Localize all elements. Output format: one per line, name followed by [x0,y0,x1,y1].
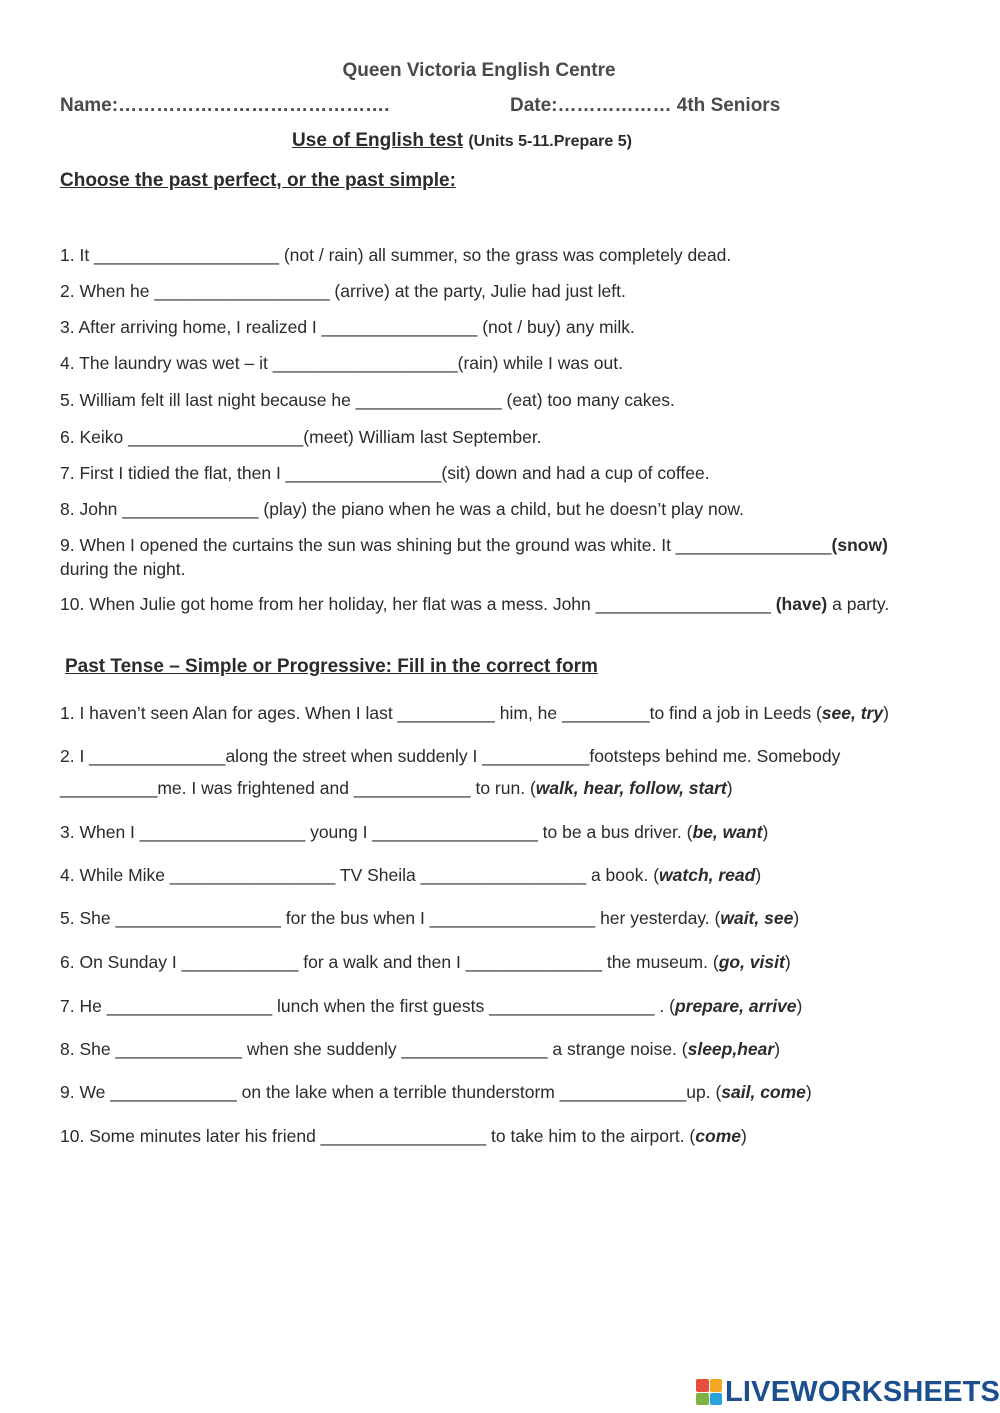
s2-item-7-verbs: prepare, arrive [674,996,797,1016]
s2-item-7-end: ) [796,996,803,1016]
s2-item-8-end: ) [774,1039,781,1059]
s2-item-6-text: 6. On Sunday I ____________ for a walk and then I ______________ the museum. ( [60,952,719,972]
s1-item-8: 8. John ______________ (play) the piano when he was a child, but he doesn’t play now. [60,499,744,519]
s2-item-2-cont [60,778,733,799]
s2-item-8-text: 8. She _____________ when she suddenly _______________ a strange noise. ( [60,1039,688,1059]
test-title [0,130,924,152]
s1-item-9-verb: (snow) [831,535,888,555]
s1-item-2: 2. When he __________________ (arrive) at the party, Julie had just left. [60,281,626,301]
s2-item-9 [60,1082,812,1103]
s1-item-3: 3. After arriving home, I realized I ________________ (not / buy) any milk. [60,317,635,337]
s1-item-7: 7. First I tidied the flat, then I ________________(sit) down and had a cup of coffee. [60,463,710,483]
s2-item-5 [60,908,799,929]
s2-item-1 [60,703,889,724]
s1-item-5: 5. William felt ill last night because he _______________ (eat) too many cakes. [60,390,675,410]
s2-item-6 [60,952,791,973]
s2-item-4-verbs: watch, read [659,865,756,885]
s1-item-9-text: 9. When I opened the curtains the sun was shining but the ground was white. It ________________ [60,535,832,555]
s2-item-1-verbs: see, try [821,703,884,723]
s2-item-5-end: ) [793,908,800,928]
s1-item-1: 1. It ___________________ (not / rain) all summer, so the grass was completely dead. [60,245,732,265]
s2-item-6-end: ) [784,952,791,972]
s2-item-8-verbs: sleep,hear [687,1039,775,1059]
badge-tile-orange [710,1379,723,1392]
s2-item-7 [60,996,802,1017]
s2-item-5-text: 5. She _________________ for the bus when I _________________ her yesterday. ( [60,908,721,928]
school-name: Queen Victoria English Centre [342,60,616,81]
s2-item-2-cont-text: __________me. I was frightened and ____________ to run. ( [60,778,536,798]
badge-tile-blue [710,1393,723,1406]
s2-item-10-verbs: come [695,1126,741,1146]
section2-heading: Past Tense – Simple or Progressive: Fill in the correct form [65,656,598,677]
name-field: Name:……………………………………. [60,95,390,116]
s2-item-6-verbs: go, visit [718,952,785,972]
s2-item-3-end: ) [762,822,769,842]
s2-item-10-text: 10. Some minutes later his friend _________________ to take him to the airport. ( [60,1126,696,1146]
s2-item-4-end: ) [755,865,762,885]
s2-item-4-text: 4. While Mike _________________ TV Sheila _________________ a book. ( [60,865,660,885]
s2-item-5-verbs: wait, see [720,908,794,928]
s1-item-6: 6. Keiko __________________(meet) William last September. [60,427,542,447]
badge-tile-green [696,1393,709,1406]
s2-item-2 [60,746,840,767]
s2-item-1-end: ) [883,703,889,723]
date-field: Date:……………… 4th Seniors [510,95,781,116]
s2-item-2-text: 2. I ______________along the street when suddenly I ___________footsteps behind me. Somebody [60,746,841,766]
s1-item-10-verb: (have) [775,594,828,614]
s1-item-10-text: 10. When Julie got home from her holiday, her flat was a mess. John __________________ [60,594,771,614]
s1-item-10-end: a party. [832,594,890,614]
s2-item-3-verbs: be, want [692,822,763,842]
liveworksheets-badge-icon [696,1379,722,1405]
s2-item-9-text: 9. We _____________ on the lake when a terrible thunderstorm _____________up. ( [60,1082,722,1102]
s2-item-1-text: 1. I haven’t seen Alan for ages. When I last __________ him, he _________to find a job in Leeds ( [60,703,822,723]
section1-heading: Choose the past perfect, or the past simple: [60,170,456,191]
s2-item-3 [60,822,768,843]
s2-item-9-verbs: sail, come [721,1082,806,1102]
badge-tile-red [696,1379,709,1392]
test-subtitle: (Units 5-11.Prepare 5) [468,133,632,150]
test-title-text: Use of English test [292,130,464,151]
s2-item-3-text: 3. When I _________________ young I _________________ to be a bus driver. ( [60,822,693,842]
s1-item-10 [60,594,889,615]
s2-item-4 [60,865,761,886]
s1-item-9 [60,535,888,556]
logo-text: LIVEWORKSHEETS [725,1375,1000,1408]
s2-item-8 [60,1039,780,1060]
s2-item-9-end: ) [805,1082,812,1102]
s2-item-10 [60,1126,747,1147]
s2-item-2-end: ) [726,778,733,798]
s2-item-7-text: 7. He _________________ lunch when the first guests _________________ . ( [60,996,675,1016]
s2-item-10-end: ) [740,1126,747,1146]
liveworksheets-logo[interactable] [696,1375,1000,1408]
s1-item-9-cont: during the night. [60,559,186,579]
s1-item-4: 4. The laundry was wet – it ___________________(rain) while I was out. [60,353,623,373]
s2-item-2-verbs: walk, hear, follow, start [535,778,727,798]
